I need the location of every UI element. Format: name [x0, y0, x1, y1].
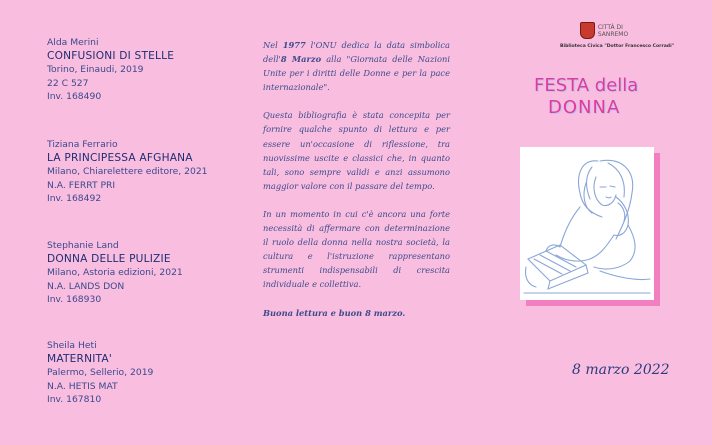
- book-title: CONFUSIONI DI STELLE: [47, 49, 175, 62]
- book-author: Alda Merini: [47, 37, 99, 48]
- intro-text: [263, 38, 450, 334]
- closing-greeting: Buona lettura e buon 8 marzo.: [263, 307, 406, 318]
- intro-paragraph-onu: Nel 1977 l'ONU dedica la data simbolica dell'8 Marzo alla "Giornata delle Nazioni Unite per i diritti delle Donne e per la pace internazionale".: [263, 40, 451, 93]
- title-line-2: DONNA: [548, 97, 621, 118]
- illustration-frame: [520, 147, 660, 306]
- city-name: SANREMO: [597, 30, 629, 38]
- book-publisher: Palermo, Sellerio, 2019: [47, 367, 154, 379]
- library-name: Biblioteca Civica "Dottor Francesco Corradi": [560, 44, 675, 49]
- book-publisher: Milano, Chiarelettere editore, 2021: [47, 166, 208, 178]
- intro-paragraph-culture: In un momento in cui c'è ancora una forte necessità di affermare con determinazione il ruolo della donna nella nostra società, la cultura e l'istruzione rappresentano strumenti indispensabili di crescita individuale e collettiva.: [263, 208, 450, 290]
- book-shelf: N.A. HETIS MAT: [47, 380, 118, 392]
- book-entry: [47, 239, 257, 307]
- book-entry: [47, 138, 257, 206]
- title-line-1: FESTA della: [534, 75, 639, 96]
- book-publisher: Milano, Astoria edizioni, 2021: [47, 267, 183, 279]
- book-shelf: N.A. LANDS DON: [47, 280, 125, 292]
- book-shelf: 22 C 527: [47, 77, 89, 89]
- coat-of-arms-icon: [580, 22, 595, 39]
- book-title: MATERNITA': [47, 352, 112, 365]
- book-entry: [47, 339, 257, 407]
- city-label: CITTÀ DI: [597, 23, 623, 31]
- book-inventory: Inv. 168492: [47, 193, 102, 205]
- event-date: 8 marzo 2022: [572, 362, 670, 378]
- book-inventory: Inv. 168490: [47, 91, 102, 103]
- book-title: DONNA DELLE PULIZIE: [47, 252, 171, 265]
- book-inventory: Inv. 167810: [47, 394, 102, 406]
- book-publisher: Torino, Einaudi, 2019: [47, 64, 144, 76]
- library-logo: [560, 22, 675, 49]
- woman-reading-icon: [520, 147, 654, 300]
- book-author: Sheila Heti: [47, 340, 97, 351]
- book-author: Stephanie Land: [47, 240, 119, 251]
- book-title: LA PRINCIPESSA AFGHANA: [47, 151, 193, 164]
- book-inventory: Inv. 168930: [47, 294, 102, 306]
- woman-reading-illustration: [520, 147, 654, 300]
- intro-paragraph-bibliography: Questa bibliografia è stata concepita per fornire qualche spunto di lettura e per essere un'occasione di riflessione, tra nuovissime uscite e classici che, in quanto tali, sono sempre validi e anzi assumono maggior valore con il passare del tempo.: [263, 110, 450, 191]
- book-entry: [47, 36, 257, 104]
- book-shelf: N.A. FERRT PRI: [47, 179, 116, 191]
- book-author: Tiziana Ferrario: [47, 139, 118, 150]
